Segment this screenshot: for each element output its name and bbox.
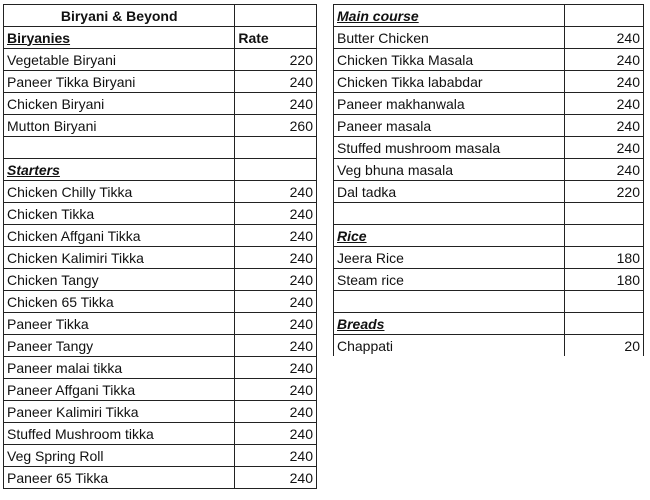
- section-header-main-course-row: [334, 5, 644, 27]
- menu-item-row: [334, 159, 644, 181]
- menu-item-row: [4, 313, 317, 335]
- menu-item-row: [334, 137, 644, 159]
- empty-cell: [235, 5, 317, 27]
- empty-cell: [565, 5, 644, 27]
- menu-item-rate: 180: [565, 269, 644, 291]
- menu-item-name: Chicken Tikka lababdar: [334, 71, 565, 93]
- menu-item-rate: 220: [235, 49, 317, 71]
- section-header-main-course: Main course: [334, 5, 565, 27]
- spacer-row: [4, 137, 317, 159]
- menu-item-row: [4, 445, 317, 467]
- menu-item-name: Chicken Kalimiri Tikka: [4, 247, 235, 269]
- menu-item-name: Paneer malai tikka: [4, 357, 235, 379]
- menu-item-rate: 240: [235, 379, 317, 401]
- menu-item-rate: 240: [235, 357, 317, 379]
- rate-header: Rate: [235, 27, 317, 49]
- menu-item-row: [334, 181, 644, 203]
- menu-item-row: [334, 27, 644, 49]
- menu-item-name: Stuffed mushroom masala: [334, 137, 565, 159]
- menu-item-name: Butter Chicken: [334, 27, 565, 49]
- menu-item-name: Veg bhuna masala: [334, 159, 565, 181]
- menu-item-row: [4, 335, 317, 357]
- menu-item-name: Stuffed Mushroom tikka: [4, 423, 235, 445]
- menu-item-name: Chicken 65 Tikka: [4, 291, 235, 313]
- menu-item-rate: 240: [235, 445, 317, 467]
- spacer-row: [334, 291, 644, 313]
- menu-item-row: [4, 379, 317, 401]
- empty-cell: [334, 291, 565, 313]
- menu-item-name: Dal tadka: [334, 181, 565, 203]
- section-header-rice-row: [334, 225, 644, 247]
- menu-item-rate: 240: [235, 203, 317, 225]
- menu-item-rate: 240: [565, 137, 644, 159]
- menu-item-rate: 180: [565, 247, 644, 269]
- menu-item-row: [334, 335, 644, 357]
- section-header-rice: Rice: [334, 225, 565, 247]
- menu-item-name: Paneer Tikka: [4, 313, 235, 335]
- menu-item-rate: 240: [235, 247, 317, 269]
- menu-item-row: [4, 71, 317, 93]
- menu-item-rate: 240: [235, 291, 317, 313]
- menu-item-rate: 240: [235, 423, 317, 445]
- empty-cell: [235, 159, 317, 181]
- menu-item-rate: 240: [565, 49, 644, 71]
- menu-item-rate: 240: [565, 27, 644, 49]
- menu-item-name: Chicken Tangy: [4, 269, 235, 291]
- menu-item-row: [334, 115, 644, 137]
- section-header-breads: Breads: [334, 313, 565, 335]
- menu-item-rate: 240: [565, 93, 644, 115]
- menu-item-name: Mutton Biryani: [4, 115, 235, 137]
- spacer-row: [334, 203, 644, 225]
- menu-item-rate: 240: [235, 401, 317, 423]
- menu-item-rate: 240: [565, 71, 644, 93]
- menu-item-name: Steam rice: [334, 269, 565, 291]
- section-header-biryanies: Biryanies: [4, 27, 235, 49]
- menu-item-row: [4, 357, 317, 379]
- menu-item-name: Chicken Chilly Tikka: [4, 181, 235, 203]
- menu-item-rate: 240: [235, 269, 317, 291]
- menu-item-row: [4, 181, 317, 203]
- menu-item-name: Paneer Tangy: [4, 335, 235, 357]
- menu-item-row: [334, 93, 644, 115]
- menu-item-rate: 220: [565, 181, 644, 203]
- menu-item-row: [334, 49, 644, 71]
- menu-item-rate: 240: [235, 467, 317, 489]
- menu-item-name: Vegetable Biryani: [4, 49, 235, 71]
- menu-item-rate: 240: [235, 93, 317, 115]
- menu-item-row: [4, 291, 317, 313]
- menu-item-name: Chappati: [334, 335, 565, 357]
- menu-item-name: Paneer Tikka Biryani: [4, 71, 235, 93]
- menu-item-name: Paneer 65 Tikka: [4, 467, 235, 489]
- menu-item-row: [4, 93, 317, 115]
- menu-item-row: [334, 269, 644, 291]
- menu-item-rate: 240: [565, 159, 644, 181]
- empty-cell: [565, 225, 644, 247]
- empty-cell: [565, 203, 644, 225]
- empty-cell: [565, 291, 644, 313]
- menu-item-name: Paneer makhanwala: [334, 93, 565, 115]
- menu-item-row: [4, 269, 317, 291]
- menu-item-row: [4, 401, 317, 423]
- menu-item-rate: 20: [565, 335, 644, 357]
- right-menu-table: [333, 4, 644, 356]
- menu-item-row: [334, 71, 644, 93]
- menu-item-row: [4, 423, 317, 445]
- biryanies-header-row: [4, 27, 317, 49]
- empty-cell: [565, 313, 644, 335]
- menu-item-name: Chicken Tikka: [4, 203, 235, 225]
- menu-item-name: Paneer Kalimiri Tikka: [4, 401, 235, 423]
- menu-item-rate: 240: [235, 181, 317, 203]
- menu-item-row: [4, 203, 317, 225]
- menu-item-row: [4, 49, 317, 71]
- menu-item-row: [4, 225, 317, 247]
- menu-item-row: [334, 247, 644, 269]
- menu-item-row: [4, 115, 317, 137]
- menu-item-rate: 240: [565, 115, 644, 137]
- restaurant-name: Biryani & Beyond: [4, 5, 235, 27]
- menu-item-name: Chicken Affgani Tikka: [4, 225, 235, 247]
- menu-item-name: Paneer masala: [334, 115, 565, 137]
- menu-item-rate: 240: [235, 335, 317, 357]
- menu-item-row: [4, 467, 317, 489]
- menu-item-rate: 240: [235, 71, 317, 93]
- menu-item-rate: 260: [235, 115, 317, 137]
- title-row: [4, 5, 317, 27]
- menu-item-name: Chicken Biryani: [4, 93, 235, 115]
- section-header-breads-row: [334, 313, 644, 335]
- menu-item-row: [4, 247, 317, 269]
- menu-item-name: Veg Spring Roll: [4, 445, 235, 467]
- left-menu-table: [3, 4, 317, 489]
- section-header-starters: Starters: [4, 159, 235, 181]
- empty-cell: [4, 137, 235, 159]
- menu-item-name: Paneer Affgani Tikka: [4, 379, 235, 401]
- empty-cell: [235, 137, 317, 159]
- menu-item-name: Chicken Tikka Masala: [334, 49, 565, 71]
- section-header-starters-row: [4, 159, 317, 181]
- menu-item-name: Jeera Rice: [334, 247, 565, 269]
- menu-item-rate: 240: [235, 313, 317, 335]
- empty-cell: [334, 203, 565, 225]
- menu-item-rate: 240: [235, 225, 317, 247]
